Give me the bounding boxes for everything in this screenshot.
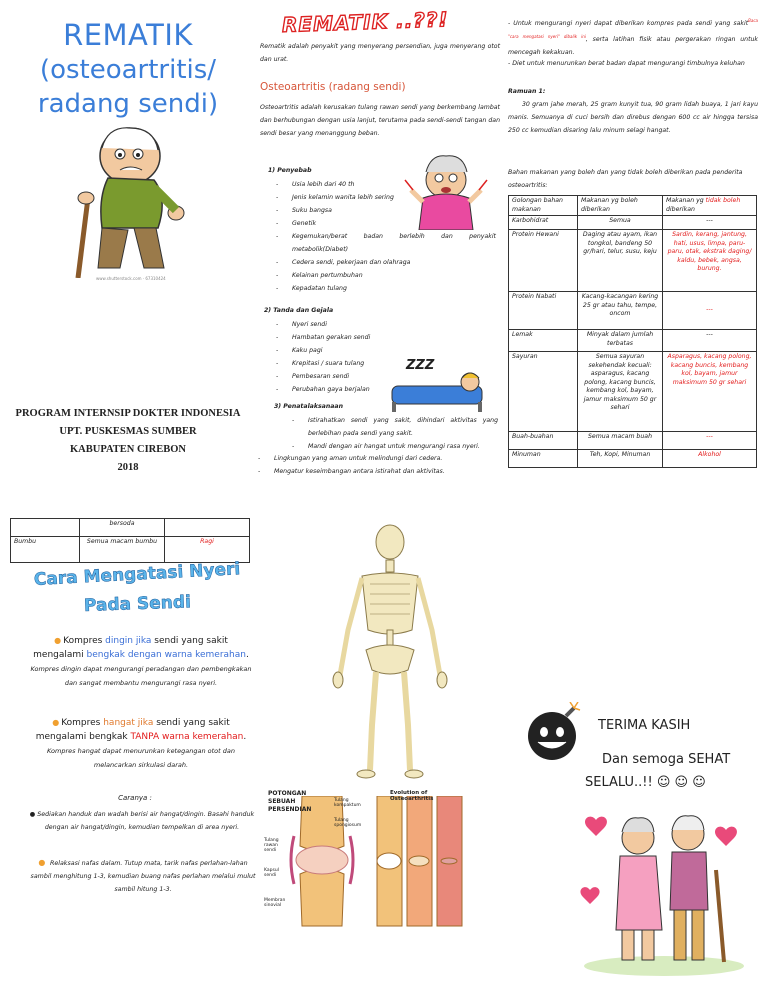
- tip-text-highlight: bengkak dengan warna kemerahan: [86, 650, 246, 660]
- joint-label: Membran sinovial: [264, 898, 286, 908]
- list-item: - Perubahan gaya berjalan: [276, 383, 406, 396]
- table-header-forbidden-red: tidak boleh: [705, 197, 741, 204]
- cover-org-1: PROGRAM INTERNSIP DOKTER INDONESIA: [15, 408, 241, 419]
- joint-label: Kapsul sendi: [264, 868, 279, 878]
- cover-org-3: KABUPATEN CIREBON: [70, 444, 186, 455]
- tip-text-highlight: TANPA warna kemerahan: [130, 732, 244, 742]
- table-row: [509, 432, 757, 450]
- table-cell-allowed: Kacang-kacangan kering 25 gr atau tahu, tempe, oncom: [578, 292, 663, 330]
- cover-subtitle-2: radang sendi): [37, 89, 219, 119]
- table-cell-allowed: Semua macam bumbu: [80, 537, 165, 563]
- diet-advice: - Diet untuk menurunkan berat badan dapat mengurangi timbulnya keluhan: [508, 60, 745, 67]
- howto-step-1: [28, 808, 256, 834]
- table-row: [509, 216, 757, 230]
- bullet-icon: ●: [38, 858, 48, 867]
- zzz-text: ZZZ: [406, 358, 435, 373]
- tip-text: sendi yang sakit mengalami bengkak: [35, 718, 230, 742]
- symptoms-title: 2) Tanda dan Gejala: [264, 307, 334, 314]
- old-man-illustration: [58, 118, 208, 278]
- compress-advice-text-2: , serta latihan fisik atau pergerakan ringan untuk mencegah kekakuan.: [508, 36, 758, 57]
- intro-text: Rematik adalah penyakit yang menyerang persendian, juga menyerang otot dan urat.: [260, 43, 500, 63]
- list-item: - Suku bangsa: [276, 204, 496, 217]
- skeleton-illustration: [300, 520, 480, 780]
- tip-text: .: [243, 732, 247, 742]
- table-cell-allowed: Teh, Kopi, Minuman: [578, 450, 663, 468]
- table-cell-group: Minuman: [509, 450, 578, 468]
- list-item: - Kepadatan tulang: [276, 282, 496, 295]
- table-header-group: Golongan bahan makanan: [509, 196, 578, 216]
- table-row: [509, 230, 757, 292]
- joint-label: Tulang spongiosum: [334, 818, 362, 828]
- table-cell-allowed: bersoda: [80, 519, 165, 537]
- joint-title-1: POTONGAN: [268, 790, 307, 797]
- treatment-title: 3) Penatalaksanaan: [274, 403, 343, 410]
- table-cell-group: [11, 519, 80, 537]
- food-table: [508, 195, 757, 468]
- list-item: - Hambatan gerakan sendi: [276, 331, 406, 344]
- list-item: - Genetik: [276, 217, 496, 230]
- compress-advice-text: Untuk mengurangi nyeri dapat diberikan kompres pada sendi yang sakit: [513, 20, 749, 28]
- cover-panel: [0, 0, 256, 500]
- elderly-couple-illustration: [576, 790, 752, 980]
- cover-image-caption: www.shutterstock.com · 67310424: [96, 276, 166, 281]
- table-row: [509, 196, 757, 216]
- list-item: - Usia lebih dari 40 th: [276, 178, 496, 191]
- middle-panel: [256, 0, 506, 500]
- step-text: Relaksasi nafas dalam. Tutup mata, tarik nafas perlahan-lahan sambil menghitung 1-3, kemudian buang nafas perlahan melalui mulut sambil hitung 1-3.: [30, 860, 256, 893]
- pain-title-2: Pada Sendi: [83, 592, 192, 616]
- table-header-allowed: Makanan yg boleh diberikan: [578, 196, 663, 216]
- tip-note: Kompres hangat dapat menurunkan ketegangan otot dan melancarkan sirkulasi darah.: [47, 747, 235, 769]
- table-cell-allowed: Semua: [578, 216, 663, 230]
- tip-text-highlight: dingin jika: [105, 636, 152, 646]
- table-row: [11, 519, 250, 537]
- food-table-continued: [10, 518, 250, 563]
- diet-advice-text: Diet untuk menurunkan berat badan dapat mengurangi timbulnya keluhan: [512, 60, 745, 67]
- compress-advice: - Untuk mengurangi nyeri dapat diberikan kompres pada sendi yang sakit$^{Baca "cara mengatasi nyeri" dibalik ini}$, serta latihan fisik atau pergerakan ringan untuk mencegah kekakuan.: [508, 18, 759, 57]
- cover-year: 2018: [117, 462, 139, 473]
- joint-cross-section-illustration: [282, 796, 472, 931]
- list-item: - Kelainan pertumbuhan: [276, 269, 496, 282]
- bomb-smiley-icon: [522, 702, 586, 764]
- tip-text-highlight: hangat jika: [103, 718, 154, 728]
- list-item: - Cedera sendi, pekerjaan dan olahraga: [276, 256, 496, 269]
- formula-title: Ramuan 1:: [508, 88, 546, 95]
- tip-text: Kompres: [63, 636, 106, 646]
- list-item: - Lingkungan yang aman untuk melindungi dari cedera.: [258, 452, 498, 465]
- table-cell-forbidden: Ragi: [165, 537, 250, 563]
- table-cell-forbidden: Asparagus, kacang polong, kacang buncis, kembang kol, bayam, jamur maksimum 50 gr sehari: [663, 352, 757, 432]
- tip-text: Kompres: [61, 718, 104, 728]
- treatment-sub-list: [292, 414, 498, 453]
- list-item: - Mengatur keseimbangan antara istirahat dan aktivitas.: [258, 465, 498, 478]
- pain-title-1: Cara Mengatasi Nyeri: [33, 559, 241, 590]
- step-text: Sediakan handuk dan wadah berisi air hangat/dingin. Basahi handuk dengan air hangat/dingin, kemudian tempelkan di area nyeri.: [37, 811, 255, 831]
- table-cell-allowed: Daging atau ayam, ikan tongkol, bandeng 50 gr/hari, telur, susu, keju: [578, 230, 663, 292]
- table-cell-forbidden: Alkohol: [663, 450, 757, 468]
- table-cell-group: Lemak: [509, 330, 578, 352]
- thanks-line-2: Dan semoga SEHAT: [602, 752, 731, 767]
- cold-compress-tip: [30, 634, 252, 690]
- causes-title: 1) Penyebab: [268, 167, 312, 174]
- table-cell-forbidden: Sardin, kerang, jantung, hati, usus, limpa, paru-paru, otak, ekstrak daging/ kaldu, bebek, angsa, burung.: [663, 230, 757, 292]
- sleeping-person-illustration: [386, 358, 496, 413]
- evolution-title: Evolution of Osteoarthritis: [390, 790, 434, 802]
- list-item: - Istirahatkan sendi yang sakit, dihindari aktivitas yang berlebihan pada sendi yang sakit.: [292, 414, 498, 440]
- causes-list: [276, 178, 496, 295]
- list-item: - Kegemukan/berat badan berlebih dan penyakit metabolik(Diabet): [276, 230, 496, 256]
- table-cell-allowed: Minyak dalam jumlah terbatas: [578, 330, 663, 352]
- howto-heading: Caranya :: [118, 794, 152, 802]
- table-row: [11, 537, 250, 563]
- right-panel: [508, 0, 764, 500]
- table-cell-group: Bumbu: [11, 537, 80, 563]
- table-cell-allowed: Semua macam buah: [578, 432, 663, 450]
- joint-panel: [262, 786, 472, 936]
- table-cell-forbidden: [165, 519, 250, 537]
- howto-step-2: [30, 856, 256, 896]
- list-item: - Pembesaran sendi: [276, 370, 406, 383]
- table-row: [509, 292, 757, 330]
- joint-label: Tulang rawan sendi: [264, 838, 279, 853]
- list-item: - Krepitasi / suara tulang: [276, 357, 406, 370]
- table-row: [509, 450, 757, 468]
- list-item: - Nyeri sendi: [276, 318, 406, 331]
- table-cell-group: Protein Hewani: [509, 230, 578, 292]
- list-item: - Jenis kelamin wanita lebih sering: [276, 191, 496, 204]
- joint-title-2: SEBUAH: [268, 798, 296, 805]
- treatment-list: [258, 452, 498, 478]
- cover-title: REMATIK: [63, 18, 193, 52]
- oa-heading: Osteoartritis (radang sendi): [260, 81, 406, 93]
- table-header-forbidden-a: Makanan yg: [666, 197, 706, 204]
- food-intro: Bahan makanan yang boleh dan yang tidak boleh diberikan pada penderita osteoartritis:: [508, 169, 743, 189]
- table-cell-forbidden: ---: [663, 216, 757, 230]
- bullet-icon: ●: [52, 718, 60, 727]
- middle-title: REMATIK ..??!: [281, 7, 449, 37]
- table-header-forbidden-b: diberikan: [666, 205, 695, 213]
- oa-text: Osteoartritis adalah kerusakan tulang rawan sendi yang berkembang lambat dan berhubungan dengan usia lanjut, terutama pada sendi-sendi tangan dan sendi besar yang menanggung beban.: [260, 104, 500, 137]
- thanks-line-1: TERIMA KASIH: [598, 718, 691, 733]
- table-row: [509, 352, 757, 432]
- table-cell-forbidden: ---: [663, 292, 757, 330]
- table-cell-group: Protein Nabati: [509, 292, 578, 330]
- table-row: [509, 330, 757, 352]
- compress-advice-note: Baca "cara mengatasi nyeri" dibalik ini: [508, 18, 759, 40]
- list-item: - Mandi dengan air hangat untuk mengurangi rasa nyeri.: [292, 440, 498, 453]
- list-item: - Kaku pagi: [276, 344, 406, 357]
- table-header-forbidden: [663, 196, 757, 216]
- cover-org-2: UPT. PUSKESMAS SUMBER: [59, 426, 197, 437]
- joint-title-3: PERSENDIAN: [268, 806, 312, 813]
- tip-text: sendi yang sakit mengalami: [33, 636, 228, 660]
- cover-subtitle-1: (osteoartritis/: [39, 55, 217, 85]
- bullet-icon: ●: [29, 811, 38, 818]
- tip-text: .: [245, 650, 249, 660]
- table-cell-forbidden: ---: [663, 330, 757, 352]
- formula-text: 30 gram jahe merah, 25 gram kunyit tua, 90 gram lidah buaya, 1 jari kayu manis. Semuanya di cuci bersih dan direbus dengan 600 cc air hingga tersisa 250 cc kemudian disaring lalu minum selagi hangat.: [508, 101, 758, 134]
- tip-note: Kompres dingin dapat mengurangi peradangan dan pembengkakan dan sangat membantu mengurangi rasa nyeri.: [30, 665, 252, 687]
- table-cell-group: Buah-buahan: [509, 432, 578, 450]
- table-cell-forbidden: ---: [663, 432, 757, 450]
- table-cell-group: Sayuran: [509, 352, 578, 432]
- hot-compress-tip: [28, 716, 254, 772]
- table-cell-allowed: Semua sayuran sekehendak kecuali: asparagus, kacang polong, kacang buncis, kembang kol, bayam, jamur maksimum 50 gr sehari: [578, 352, 663, 432]
- bullet-icon: ●: [54, 636, 62, 645]
- table-cell-group: Karbohidrat: [509, 216, 578, 230]
- thanks-line-3: SELALU..!! ☺ ☺ ☺: [585, 775, 706, 790]
- joint-label: Tulang kompaktum: [334, 798, 361, 808]
